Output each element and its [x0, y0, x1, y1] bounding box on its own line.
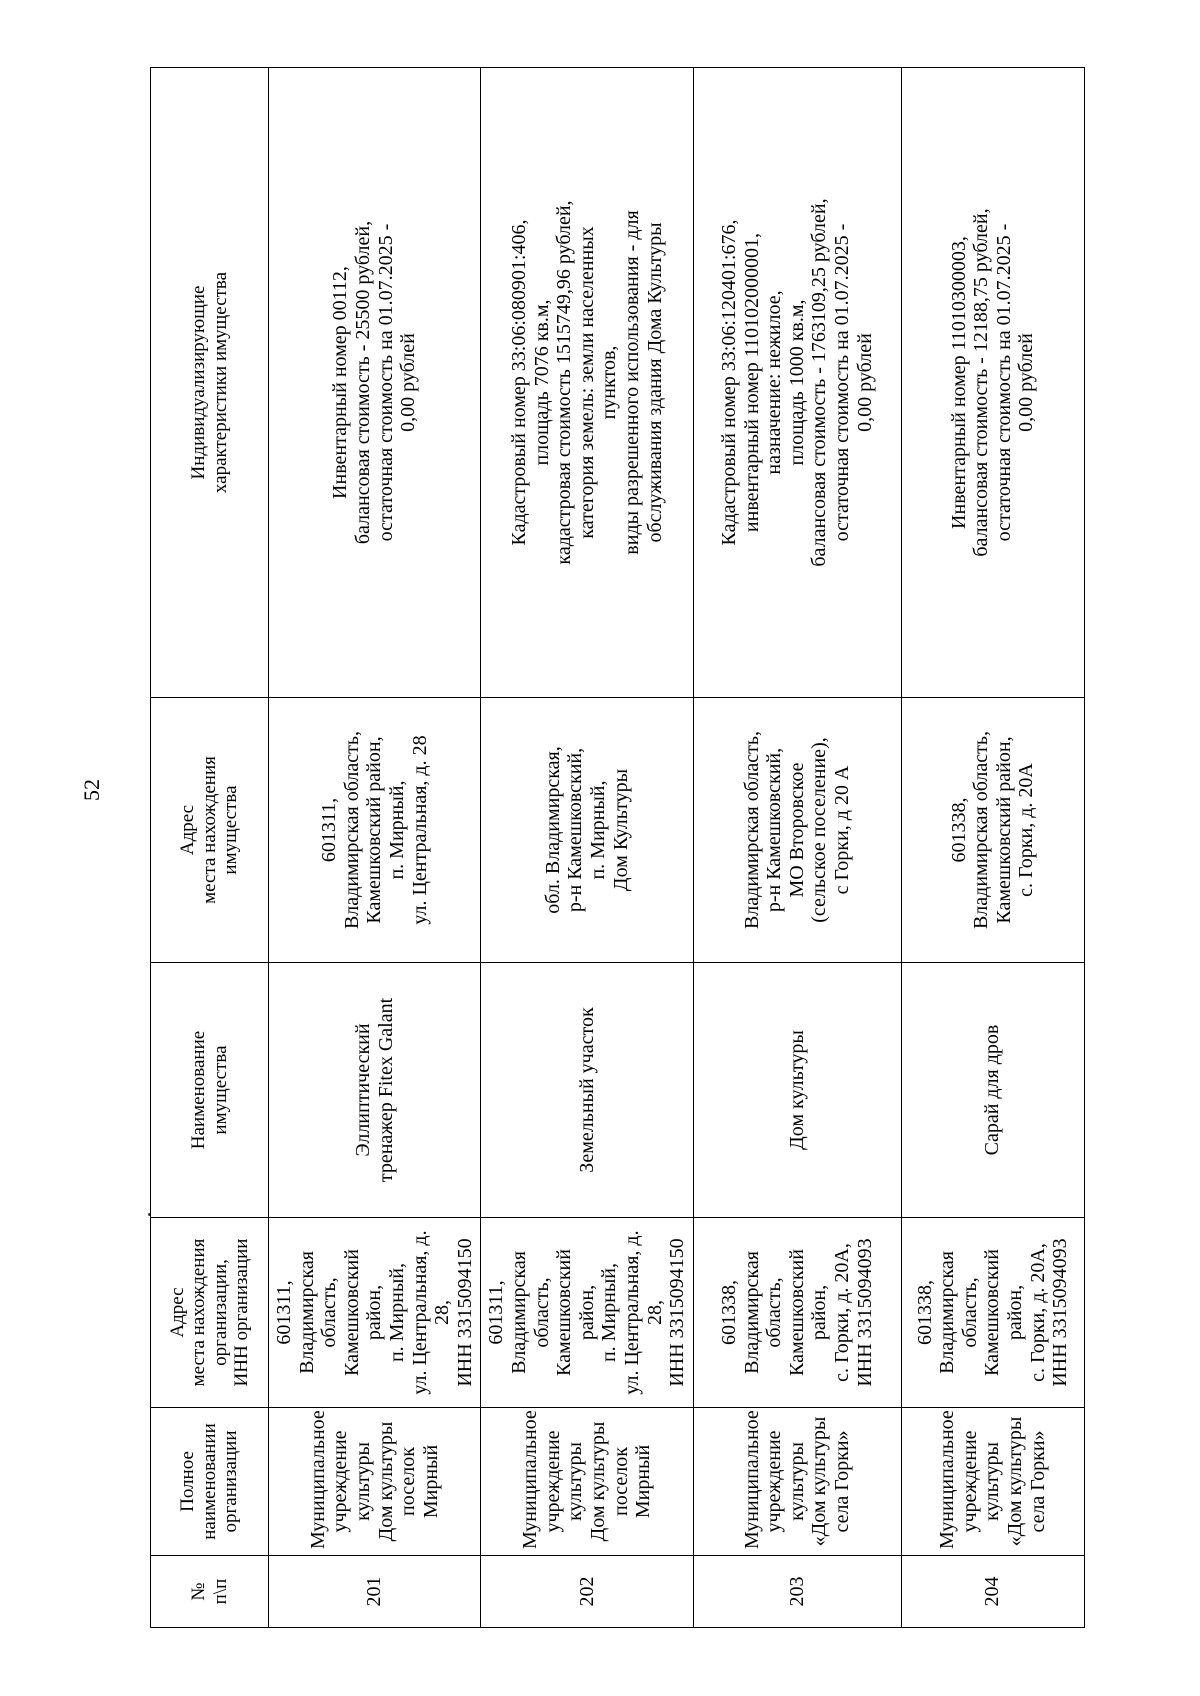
header-property-name: Наименование имущества	[151, 963, 269, 1218]
property-address-cell: 601338, Владимирская область, Камешковский район, с. Горки, д. 20А	[901, 698, 1084, 963]
table-row	[481, 68, 693, 1628]
org-address-cell: 601338, Владимирская область, Камешковский район, с. Горки, д. 20А, ИНН 3315094093	[901, 1218, 1084, 1408]
property-registry-table	[150, 67, 1085, 1628]
table-row	[901, 68, 1084, 1628]
header-org-address: Адрес места нахождения организации, ИНН организации	[151, 1218, 269, 1408]
characteristics-cell: Инвентарный номер 11010300003, балансовая стоимость - 12188,75 рублей, остаточная стоимость на 01.07.2025 - 0,00 рублей	[901, 68, 1084, 698]
row-number: 201	[269, 1556, 481, 1628]
org-address-cell: 601311, Владимирская область, Камешковский район, п. Мирный, ул. Центральная, д. 28, ИНН 3315094150	[481, 1218, 693, 1408]
org-address-cell: 601338, Владимирская область, Камешковский район, с. Горки, д. 20А, ИНН 3315094093	[693, 1218, 901, 1408]
row-number: 203	[693, 1556, 901, 1628]
org-name-cell: Муниципальное учреждение культуры «Дом культуры села Горки»	[901, 1408, 1084, 1556]
property-address-cell: Владимирская область, р-н Камешковский, МО Второвское (сельское поселение), с Горки, д 20 А	[693, 698, 901, 963]
org-address-cell: 601311, Владимирская область, Камешковский район, п. Мирный, ул. Центральная, д. 28, ИНН 3315094150	[269, 1218, 481, 1408]
header-org-name: Полное наименовании организации	[151, 1408, 269, 1556]
property-name-cell: Сарай для дров	[901, 963, 1084, 1218]
property-name-cell: Земельный участок	[481, 963, 693, 1218]
header-num: № п\п	[151, 1556, 269, 1628]
property-name-cell: Дом культуры	[693, 963, 901, 1218]
org-name-cell: Муниципальное учреждение культуры Дом культуры поселок Мирный	[269, 1408, 481, 1556]
row-number: 204	[901, 1556, 1084, 1628]
characteristics-cell: Кадастровый номер 33:06:080901:406, площадь 7076 кв.м, кадастровая стоимость 1515749,96 рублей, категория земель: земли населенных пунктов, виды разрешенного использования - для обслуживания здания Дома Культуры	[481, 68, 693, 698]
header-row	[151, 68, 269, 1628]
header-property-address: Адрес места нахождения имущества	[151, 698, 269, 963]
characteristics-cell: Кадастровый номер 33:06:120401:676, инвентарный номер 110102000001, назначение: нежилое, площадь 1000 кв.м, балансовая стоимость - 1763109,25 рублей, остаточная стоимость на 01.07.2025 - 0,00 рублей	[693, 68, 901, 698]
property-address-cell: 601311, Владимирская область, Камешковский район, п. Мирный, ул. Центральная, д. 28	[269, 698, 481, 963]
property-name-cell: Эллиптический тренажер Fitex Galant	[269, 963, 481, 1218]
table-row	[693, 68, 901, 1628]
property-address-cell: обл. Владимирская, р-н Камешковский, п. Мирный, Дом Культуры	[481, 698, 693, 963]
rotated-table-wrapper	[150, 68, 1072, 1628]
page-number: 52	[79, 779, 104, 801]
org-name-cell: Муниципальное учреждение культуры Дом культуры поселок Мирный	[481, 1408, 693, 1556]
org-name-cell: Муниципальное учреждение культуры «Дом культуры села Горки»	[693, 1408, 901, 1556]
header-characteristics: Индивидуализирующие характеристики имущества	[151, 68, 269, 698]
row-number: 202	[481, 1556, 693, 1628]
table-row	[269, 68, 481, 1628]
characteristics-cell: Инвентарный номер 00112, балансовая стоимость - 25500 рублей, остаточная стоимость на 01.07.2025 - 0,00 рублей	[269, 68, 481, 698]
